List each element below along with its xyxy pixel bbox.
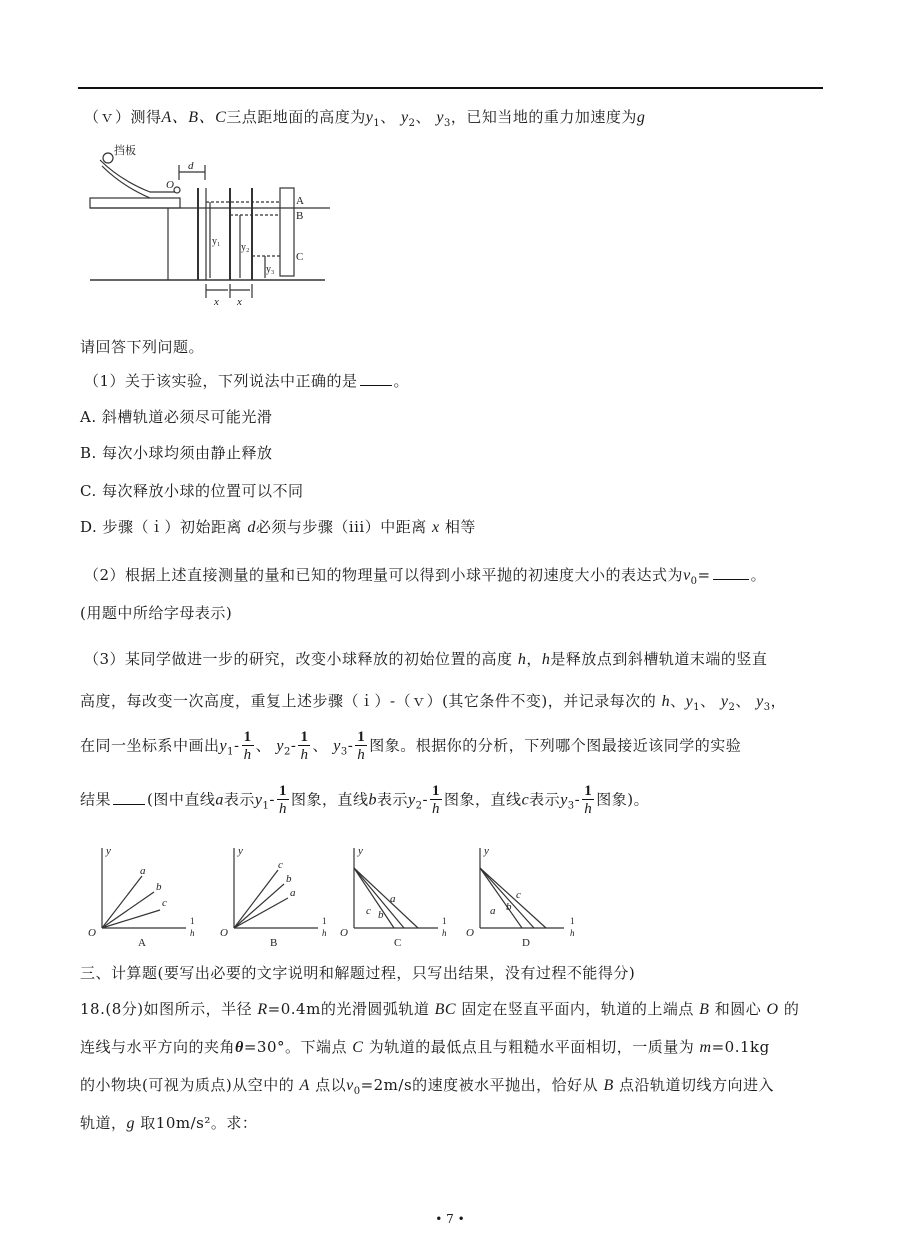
svg-text:h: h: [322, 928, 327, 938]
graph-label-B: B: [270, 937, 278, 949]
page-number: • 7 •: [435, 1212, 465, 1226]
svg-text:y: y: [358, 845, 363, 857]
paper-board: [280, 188, 294, 276]
question-3-line-4: 结果 (图中直线a表示$y_1-$ $\frac{1}{h}$ 图象，直线b表示$y_2-$ $\frac{1}{h}$ 图象，直线c表示$y_3-$ $\frac{1}{h}$ 图象)。: [80, 783, 650, 817]
answer-blank-1[interactable]: [360, 373, 392, 386]
svg-text:c: c: [366, 905, 371, 917]
table-top: [90, 198, 180, 208]
label-x1: x: [214, 296, 219, 308]
ball: [174, 187, 180, 193]
label-C: C: [296, 251, 304, 263]
prompt-line: 请回答下列问题。: [80, 338, 205, 356]
label-y1: y₁: [212, 236, 221, 247]
option-d: D. 步骤（ｉ）初始距离 d必须与步骤（iii）中距离 x 相等: [80, 518, 476, 536]
graph-label-D: D: [522, 937, 530, 949]
svg-text:y: y: [238, 845, 243, 857]
frac-2: $\frac{1}{h}$: [300, 729, 309, 763]
svg-text:O: O: [340, 927, 348, 939]
section-heading: 三、计算题(要写出必要的文字说明和解题过程，只写出结果，没有过程不能得分): [80, 964, 636, 982]
graph-A: [102, 848, 186, 928]
svg-text:y: y: [106, 845, 111, 857]
experiment-setup-figure: [80, 140, 330, 310]
svg-text:b: b: [378, 909, 384, 921]
svg-text:c: c: [516, 889, 521, 901]
question-3-line-1: （3）某同学做进一步的研究，改变小球释放的初始位置的高度 h，h是释放点到斜槽轨道末端的竖直: [84, 650, 768, 668]
svg-text:O: O: [88, 927, 96, 939]
svg-text:a: a: [140, 865, 146, 877]
label-baffle: 挡板: [114, 145, 136, 157]
svg-text:h: h: [190, 928, 195, 938]
svg-text:a: a: [390, 893, 396, 905]
step-v-line: （ｖ）测得A、B、C三点距地面的高度为$y_1$、 $y_2$、 $y_3$，已知当地的重力加速度为g: [84, 108, 646, 129]
question-2: （2）根据上述直接测量的量和已知的物理量可以得到小球平抛的初速度大小的表达式为$v_0=$ 。: [84, 566, 767, 587]
problem-18-line-2: 连线与水平方向的夹角θ=30°。下端点 C 为轨道的最低点且与粗糙水平面相切，一质量为 m=0.1kg: [80, 1038, 770, 1056]
option-a: A. 斜槽轨道必须尽可能光滑: [80, 408, 273, 426]
answer-blank-3[interactable]: [113, 792, 145, 805]
svg-text:h: h: [442, 928, 447, 938]
svg-text:h: h: [570, 928, 575, 938]
top-rule: [78, 87, 823, 89]
label-d: d: [188, 160, 194, 172]
baffle-circle: [103, 153, 113, 163]
chute-track: [100, 160, 175, 192]
svg-text:1: 1: [442, 916, 447, 926]
svg-text:c: c: [278, 859, 283, 871]
frac-1: $\frac{1}{h}$: [243, 729, 252, 763]
label-y3: y₃: [266, 264, 275, 275]
problem-18-line-4: 轨道，g 取10m/s²。求：: [80, 1114, 258, 1132]
question-3-line-2: 高度，每改变一次高度，重复上述步骤（ｉ）-（ｖ）(其它条件不变)，并记录每次的 h、$y_1$、 $y_2$、 $y_3$，: [80, 692, 787, 713]
option-c: C. 每次释放小球的位置可以不同: [80, 482, 304, 500]
answer-graphs: [86, 840, 606, 950]
svg-text:a: a: [290, 887, 296, 899]
problem-18-line-3: 的小物块(可视为质点)从空中的 A 点以$v_0=2m/s$的速度被水平抛出，恰好从 B 点沿轨道切线方向进入: [80, 1076, 775, 1097]
svg-text:O: O: [466, 927, 474, 939]
label-O: O: [166, 179, 174, 191]
question-1: （1）关于该实验，下列说法中正确的是 。: [84, 372, 410, 390]
frac-3: $\frac{1}{h}$: [357, 729, 366, 763]
svg-text:c: c: [162, 897, 167, 909]
svg-text:1: 1: [570, 916, 575, 926]
svg-text:1: 1: [190, 916, 195, 926]
svg-text:b: b: [506, 901, 512, 913]
svg-text:b: b: [286, 873, 292, 885]
label-x2: x: [237, 296, 242, 308]
svg-text:a: a: [490, 905, 496, 917]
svg-text:O: O: [220, 927, 228, 939]
label-y2: y₂: [241, 242, 250, 253]
answer-blank-2[interactable]: [713, 567, 749, 580]
label-A: A: [296, 195, 304, 207]
graph-label-C: C: [394, 937, 402, 949]
problem-18-line-1: 18.(8分)如图所示，半径 R=0.4m的光滑圆弧轨道 BC 固定在竖直平面内，轨道的上端点 B 和圆心 O 的: [80, 1000, 800, 1018]
svg-text:1: 1: [322, 916, 327, 926]
question-2-note: (用题中所给字母表示): [80, 604, 233, 622]
svg-text:y: y: [484, 845, 489, 857]
option-b: B. 每次小球均须由静止释放: [80, 444, 273, 462]
graph-B: [234, 848, 318, 928]
label-B: B: [296, 210, 304, 222]
svg-text:b: b: [156, 881, 162, 893]
graph-label-A: A: [138, 937, 146, 949]
question-3-line-3: 在同一坐标系中画出$y_1-$ $\frac{1}{h}$ 、 $y_2-$ $\frac{1}{h}$ 、 $y_3-$ $\frac{1}{h}$ 图象。根据你的分析，下列哪个图最接近该同学的实验: [80, 729, 742, 763]
